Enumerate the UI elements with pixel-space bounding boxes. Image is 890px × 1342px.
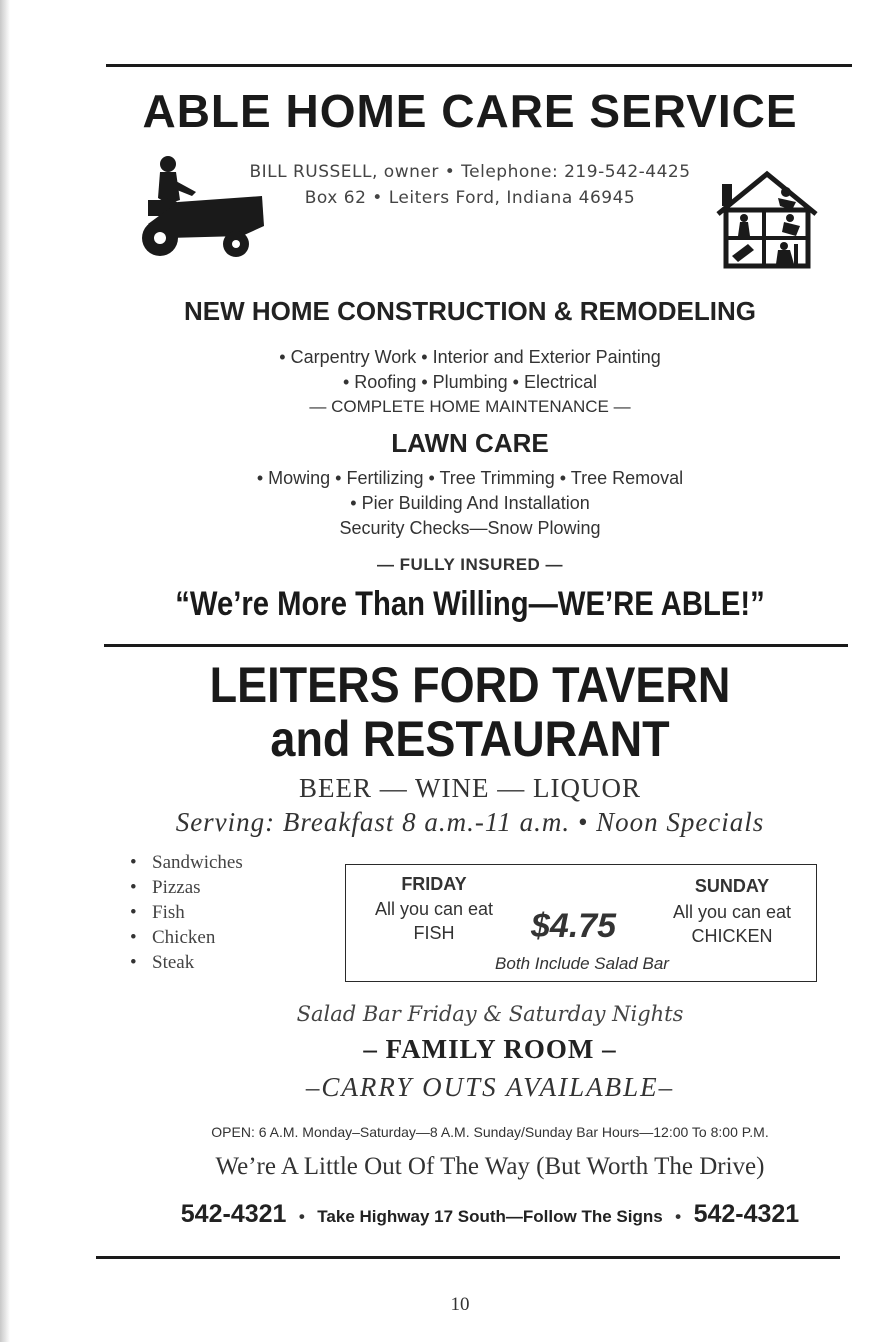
friday-line-1: All you can eat (374, 899, 494, 919)
open-hours: OPEN: 6 A.M. Monday–Saturday—8 A.M. Sunday/Sunday Bar Hours—12:00 To 8:00 P.M. (211, 1124, 769, 1140)
list-item: • Pizzas (130, 875, 243, 900)
sunday-line-2: CHICKEN (691, 926, 773, 946)
sunday-line-1: All you can eat (672, 902, 792, 922)
construction-line-3: — COMPLETE HOME MAINTENANCE — (309, 397, 631, 416)
list-item: • Sandwiches (130, 850, 243, 875)
directions: Take Highway 17 South—Follow The Signs (317, 1207, 663, 1226)
lawn-care-line-2: • Pier Building And Installation (350, 493, 590, 513)
middle-rule (104, 644, 848, 647)
list-item: • Steak (130, 950, 243, 975)
phone-number: 542-4321 (693, 1200, 800, 1228)
able-title: ABLE HOME CARE SERVICE (142, 85, 798, 137)
salad-bar-nights: Salad Bar Friday & Saturday Nights (296, 1002, 684, 1026)
house-workers-icon (714, 170, 820, 270)
worth-the-drive: We’re A Little Out Of The Way (But Worth The Drive) (215, 1153, 765, 1180)
contact-line-address: Box 62 • Leiters Ford, Indiana 46945 (304, 188, 636, 208)
tavern-title: LEITERS FORD TAVERN (209, 657, 731, 713)
special-price: $4.75 (531, 907, 617, 945)
construction-heading: NEW HOME CONSTRUCTION & REMODELING (184, 296, 756, 326)
bottom-rule (96, 1256, 840, 1259)
lawn-care-line-1: • Mowing • Fertilizing • Tree Trimming • Tree Removal (256, 468, 684, 488)
family-room: – FAMILY ROOM – (363, 1034, 617, 1064)
construction-line-1: • Carpentry Work • Interior and Exterior Painting (279, 347, 661, 367)
lawn-care-line-3: Security Checks—Snow Plowing (339, 518, 601, 538)
contact-line-owner: BILL RUSSELL, owner • Telephone: 219-542-4425 (249, 162, 691, 182)
construction-line-2: • Roofing • Plumbing • Electrical (342, 372, 597, 392)
tavern-subtitle: and RESTAURANT (270, 711, 670, 767)
phone-number: 542-4321 (180, 1200, 287, 1228)
separator-dot: • (298, 1207, 305, 1226)
phone-directions-line (100, 1200, 880, 1229)
page-edge-shadow (0, 0, 10, 1342)
separator-dot: • (675, 1207, 682, 1226)
top-rule (106, 64, 852, 67)
fully-insured-note: — FULLY INSURED — (376, 555, 564, 574)
friday-heading: FRIDAY (401, 874, 467, 894)
list-item: • Chicken (130, 925, 243, 950)
page-number: 10 (450, 1294, 470, 1315)
drinks-line: BEER — WINE — LIQUOR (299, 773, 641, 803)
salad-bar-note: Both Include Salad Bar (495, 954, 669, 973)
serving-line: Serving: Breakfast 8 a.m.-11 a.m. • Noon Specials (175, 807, 765, 837)
friday-line-2: FISH (413, 923, 455, 943)
sunday-heading: SUNDAY (694, 876, 770, 896)
lawn-care-heading: LAWN CARE (391, 428, 549, 458)
carry-outs: –CARRY OUTS AVAILABLE– (305, 1072, 675, 1102)
menu-list (130, 850, 243, 975)
list-item: • Fish (130, 900, 243, 925)
able-slogan: “We’re More Than Willing—WE’RE ABLE!” (175, 585, 765, 623)
specials-box (345, 864, 817, 982)
